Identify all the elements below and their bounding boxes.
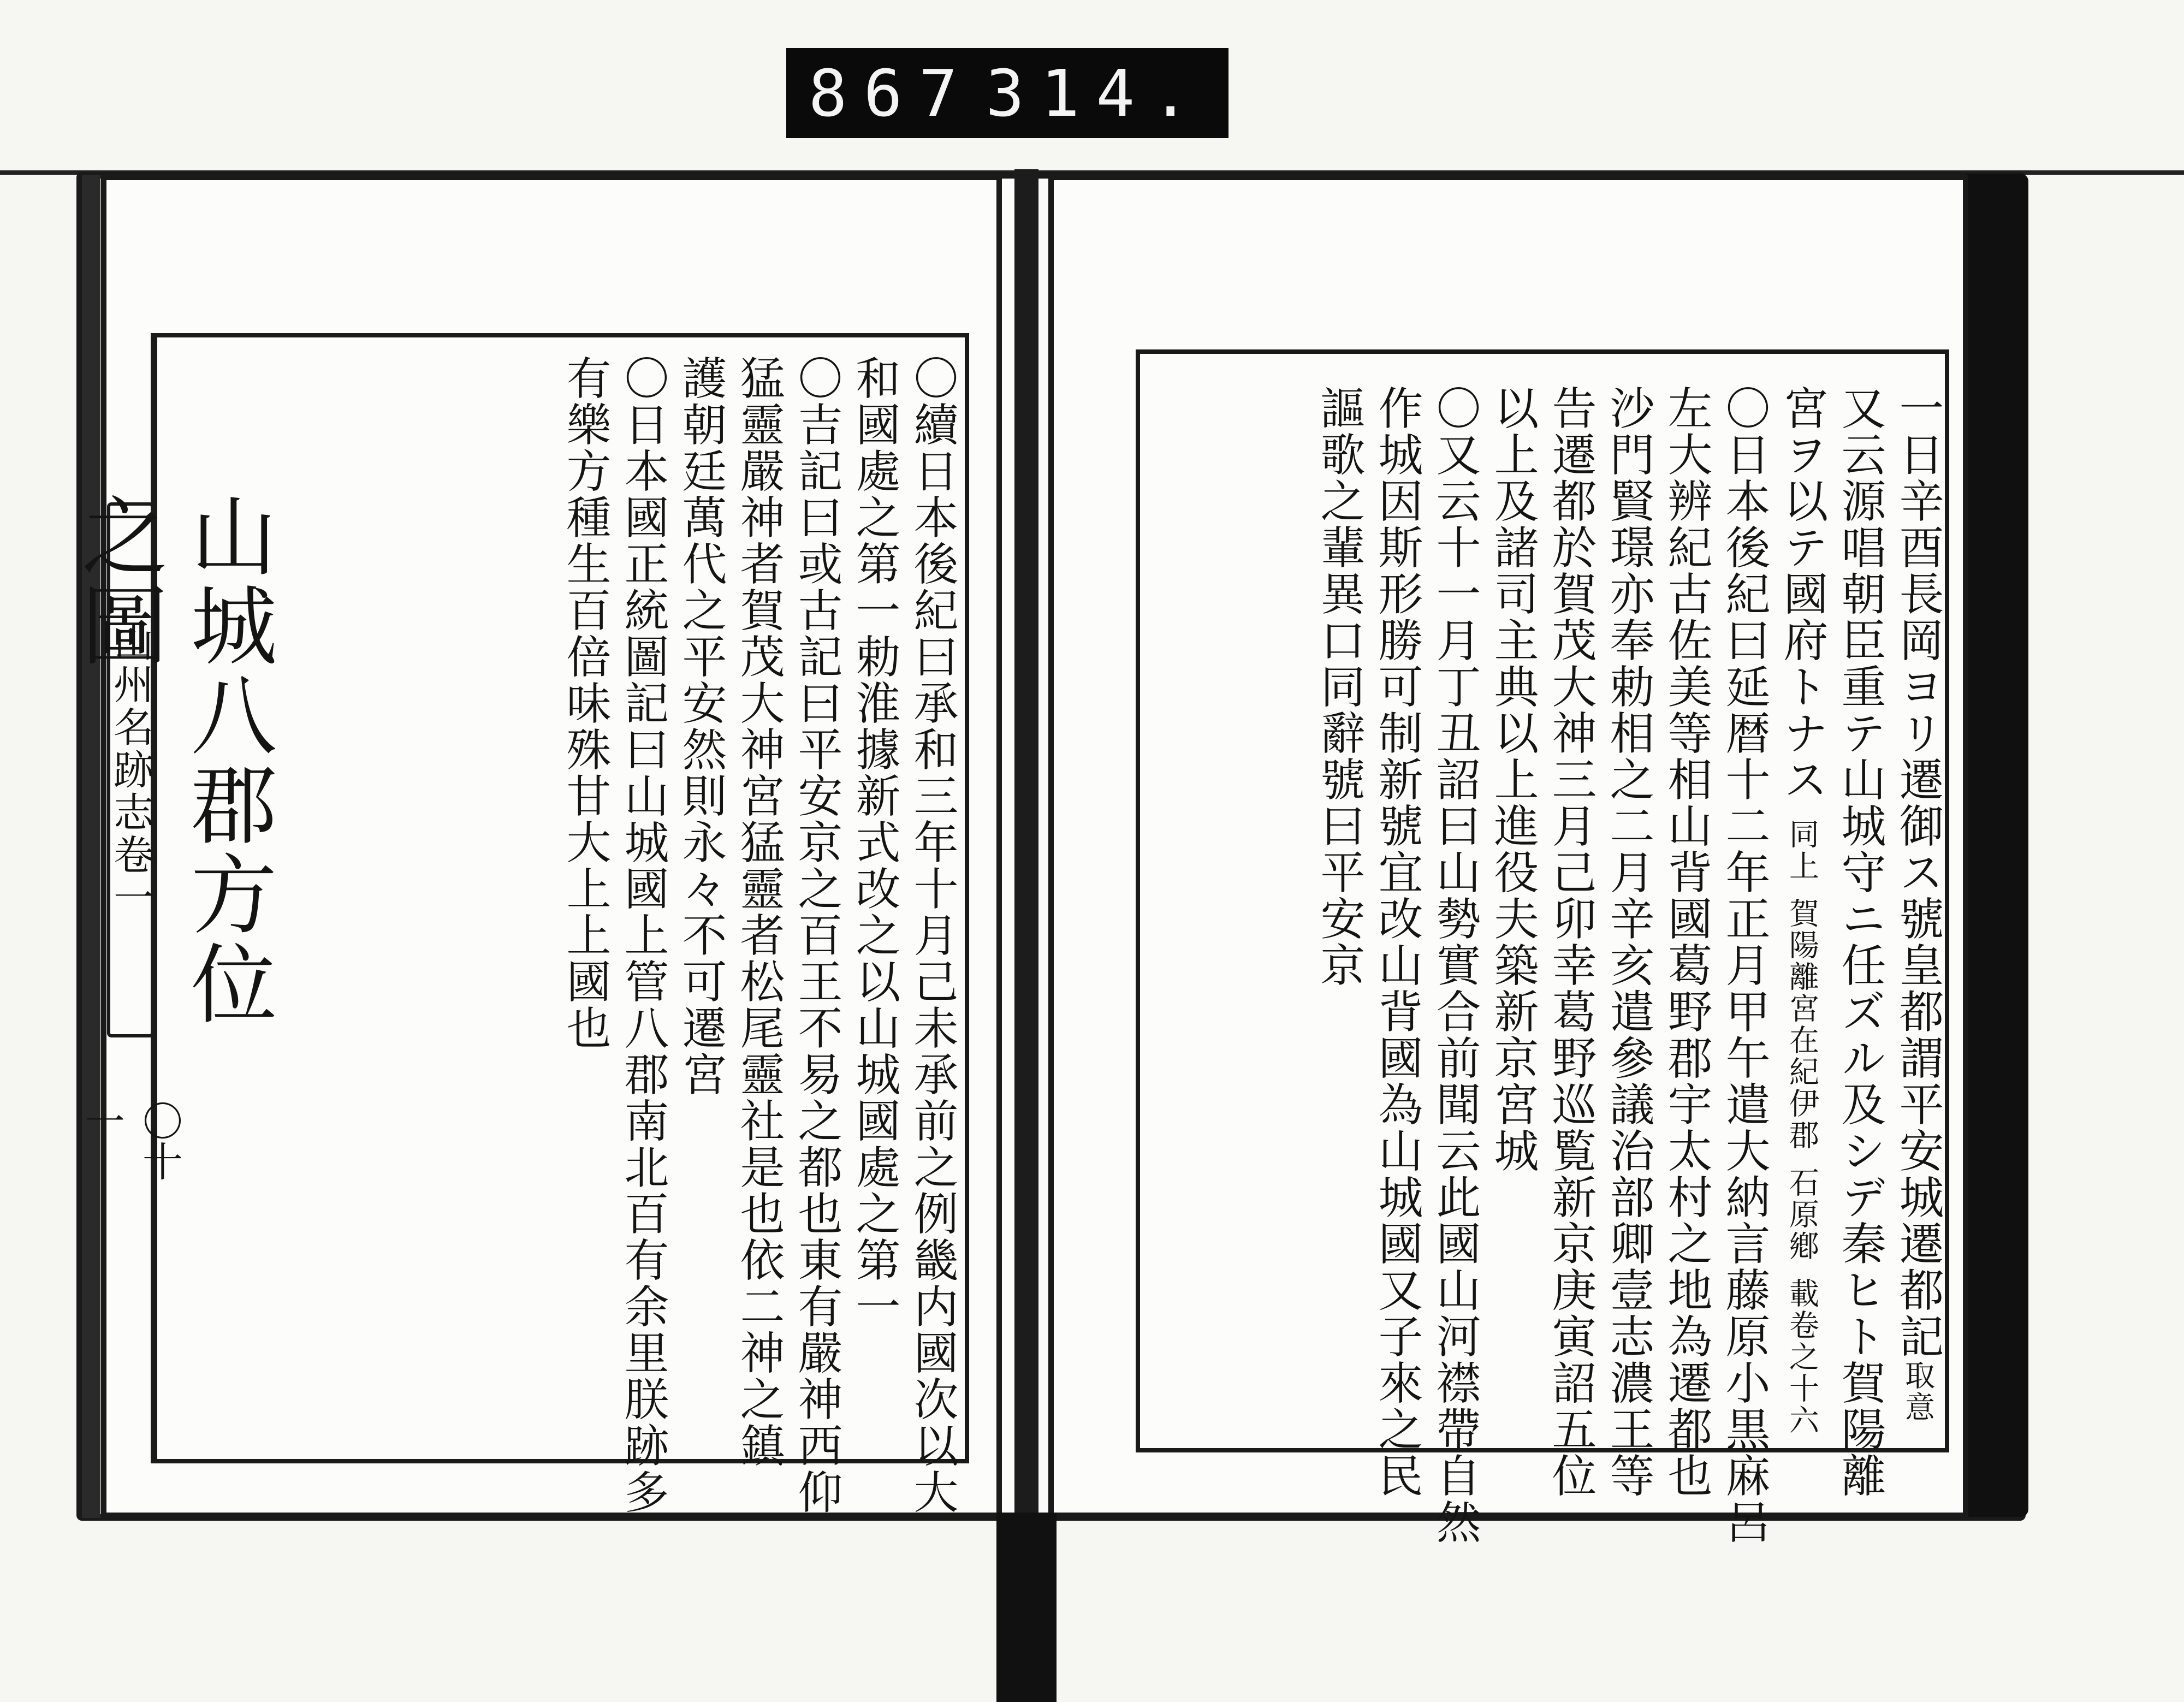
- text-line: 有樂方種生百倍味殊甘大上上國也: [559, 355, 611, 1051]
- text-line: 護朝廷萬代之平安然則永々不可遷宮: [675, 355, 727, 1098]
- text-line-body: 一日辛酉長岡ヨリ遷御ス號皇都謂平安城遷都記: [1892, 385, 1944, 1360]
- text-line: 猛靈嚴神者賀茂大神宮猛靈者松尾靈社是也依二神之鎮: [733, 355, 785, 1469]
- text-line: 〇又云十一月丁丑詔曰山勢實合前聞云此國山河襟帶自然: [1429, 385, 1481, 1545]
- call-number-left: 867: [808, 55, 974, 131]
- page-number: [108, 1100, 153, 1209]
- text-line: 左大辨紀古佐美等相山背國葛野郡宇太村之地為遷都也: [1660, 385, 1712, 1499]
- text-line: 作城因斯形勝可制新號宜改山背國為山城國又子來之民: [1371, 385, 1423, 1499]
- left-cover-edge: [82, 175, 100, 1518]
- text-line: 又云源唱朝臣重テ山城守ニ任ズル及シデ秦ヒト賀陽離: [1834, 385, 1886, 1499]
- inline-note: 取意: [1900, 1360, 1935, 1423]
- right-page-text: [1152, 385, 1946, 1545]
- text-line: 告遷都於賀茂大神三月己卯幸葛野巡覧新京庚寅詔五位: [1545, 385, 1597, 1499]
- text-line: 〇日本後紀曰延暦十二年正月甲午遣大納言藤原小黒麻呂: [1718, 385, 1770, 1545]
- text-line: 〇續日本後紀曰承和三年十月己未承前之例畿内國次以大: [906, 355, 958, 1515]
- running-header: 山州名跡志卷一: [107, 502, 154, 1037]
- call-number-label: [786, 48, 1228, 138]
- inline-note: 載卷之十六: [1784, 1278, 1819, 1437]
- text-line: 謳歌之輩異口同辭號曰平安京: [1313, 385, 1365, 988]
- right-cover-edge: [1966, 174, 2028, 1517]
- text-line: 以上及諸司主典以上進役夫築新京宮城: [1487, 385, 1539, 1174]
- inline-note: 石原鄕: [1784, 1167, 1819, 1262]
- map-title: 山城八郡方位之圖: [67, 491, 277, 1029]
- text-line: 〇吉記曰或古記曰平安京之百王不易之都也東有嚴神西仰: [791, 355, 842, 1515]
- text-line-body: 宮ヲ以テ國府トナス: [1776, 385, 1828, 803]
- text-line: 沙門賢璟亦奉勅相之二月辛亥遣參議治部卿壹志濃王等: [1603, 385, 1654, 1499]
- book-spine: [1014, 169, 1038, 1698]
- left-page-text: [453, 355, 961, 1515]
- call-number-right: 314.: [986, 55, 1207, 131]
- text-line: 和國處之第一勅淮據新式改之以山城國處之第一: [848, 355, 900, 1330]
- inline-note: 賀陽離宮在紀伊郡: [1784, 898, 1819, 1152]
- text-line: [1773, 385, 1831, 1439]
- text-line: 〇日本國正統圖記曰山城國上管八郡南北百有余里朕跡多: [617, 355, 669, 1515]
- inline-note: 同上: [1784, 819, 1819, 882]
- spine-shadow: [996, 1513, 1057, 1702]
- text-line: [1889, 385, 1946, 1439]
